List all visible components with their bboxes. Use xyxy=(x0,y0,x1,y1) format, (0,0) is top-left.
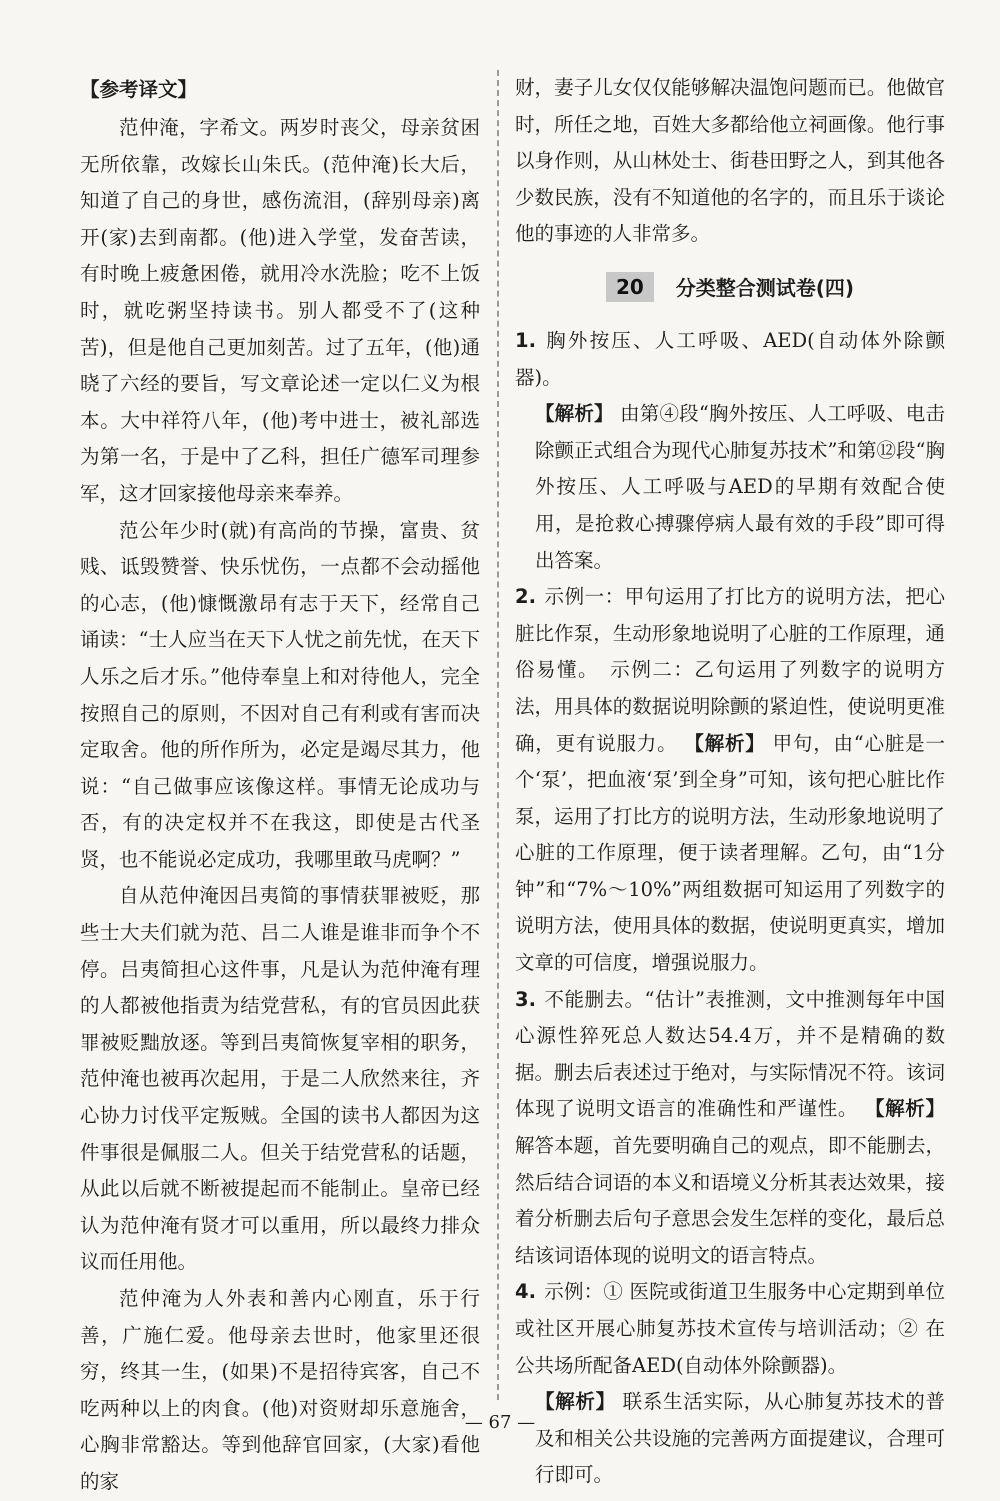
analysis-text: 解答本题，首先要明确自己的观点，即不能删去，然后结合词语的本义和语境义分析其表达效果，接着分析删去后句子意思会发生怎样的变化，最后总结该词语体现的说明文的语言特点。 xyxy=(515,1134,945,1267)
analysis-text: 联系生活实际，从心肺复苏技术的普及和相关公共设施的完善两方面提建议，合理可行即可。 xyxy=(535,1390,945,1487)
answer-number: 1. xyxy=(515,328,536,352)
analysis-text: 甲句，由“心脏是一个‘泵’，把血液‘泵’到全身”可知，该句把心脏比作泵，运用了打比方的说明方法，生动形象地说明了心脏的工作原理，便于读者理解。乙句，由“1分钟”和“7%～10%”两组数据可知运用了列数字的说明方法，使用具体的数据，使说明更真实，增加文章的可信度，增强说服力。 xyxy=(515,731,945,975)
translation-paragraph-4: 范仲淹为人外表和善内心刚直，乐于行善，广施仁爱。他母亲去世时，他家里还很穷，终其一生，(如果)不是招待宾客，自己不吃两种以上的肉食。(他)对资财却乐意施舍，心胸非常豁达。等到他辞官回家，(大家)看他的家 xyxy=(80,1287,480,1493)
page-number: — 67 — xyxy=(464,1412,536,1433)
analysis-tag: 【解析】 xyxy=(684,731,766,755)
answer-text: 胸外按压、人工呼吸、AED(自动体外除颤器)。 xyxy=(515,328,945,389)
reference-translation-heading: 【参考译文】 xyxy=(80,78,198,101)
translation-paragraph-1: 范仲淹，字希文。两岁时丧父，母亲贫困无所依靠，改嫁长山朱氏。(范仲淹)长大后，知道了自己的身世，感伤流泪，(辞别母亲)离开(家)去到南都。(他)进入学堂，发奋苦读，有时晚上疲惫困倦，就用冷水洗脸；吃不上饭时，就吃粥坚持读书。别人都受不了(这种苦)，但是他自己更加刻苦。过了五年，(他)通晓了六经的要旨，写文章论述一定以仁义为根本。大中祥符八年，(他)考中进士，被礼部选为第一名，于是中了乙科，担任广德军司理参军，这才回家接他母亲来奉养。 xyxy=(80,116,480,505)
answer-text: 不能删去。“估计”表推测，文中推测每年中国心源性猝死总人数达54.4万，并不是精确的数据。删去后表述过于绝对，与实际情况不符。该词体现了说明文语言的准确性和严谨性。 xyxy=(515,987,945,1121)
answer-number: 2. xyxy=(515,585,536,609)
translation-paragraph-3: 自从范仲淹因吕夷简的事情获罪被贬，那些士大夫们就为范、吕二人谁是谁非而争个不停。吕夷简担心这件事，凡是认为范仲淹有理的人都被他指责为结党营私，有的官员因此获罪被贬黜放逐。等到吕夷简恢复宰相的职务，范仲淹也被再次起用，于是二人欣然来往，齐心协力讨伐平定叛贼。全国的读书人都因为这件事很是佩服二人。但关于结党营私的话题，从此以后就不断被提起而不能制止。皇帝已经认为范仲淹有贤才可以重用，所以最终力排众议而任用他。 xyxy=(80,884,480,1274)
section-title xyxy=(515,259,945,315)
left-column xyxy=(80,70,480,1501)
column-divider xyxy=(497,70,499,1400)
answer-number: 4. xyxy=(515,1280,536,1304)
section-title-text: 分类整合测试卷(四) xyxy=(675,276,855,301)
answer-item-4 xyxy=(515,1274,945,1494)
analysis-tag: 【解析】 xyxy=(535,402,614,426)
analysis-text: 由第④段“胸外按压、人工呼吸、电击除颤正式组合为现代心肺复苏技术”和第⑫段“胸外按压、人工呼吸与AED的早期有效配合使用，是抢救心搏骤停病人最有效的手段”即可得出答案。 xyxy=(535,402,945,572)
answer-item-1 xyxy=(515,323,945,579)
translation-paragraph-2: 范公年少时(就)有高尚的节操，富贵、贫贱、诋毁赞誉、快乐忧伤，一点都不会动摇他的心志，(他)慷慨激昂有志于天下，经常自己诵读：“士人应当在天下人忧之前先忧，在天下人乐之后才乐。”他侍奉皇上和对待他人，完全按照自己的原则，不因对自己有利或有害而决定取舍。他的所作所为，必定是竭尽其力，他说：“自己做事应该像这样。事情无论成功与否，有的决定权并不在我这，即使是古代圣贤，也不能说必定成功，我哪里敢马虎啊？” xyxy=(80,518,480,871)
answer-text: 示例一：甲句运用了打比方的说明方法，把心脏比作泵，生动形象地说明了心脏的工作原理，通俗易懂。 示例二：乙句运用了列数字的说明方法，用具体的数据说明除颤的紧迫性，使说明更准确，更有说服力。 xyxy=(515,585,945,755)
answer-item-2 xyxy=(515,579,945,982)
section-number-badge: 20 xyxy=(606,272,654,302)
analysis-tag: 【解析】 xyxy=(535,1390,616,1414)
analysis-tag: 【解析】 xyxy=(864,1097,945,1121)
translation-continuation: 财，妻子儿女仅仅能够解决温饱问题而已。他做官时，所任之地，百姓大多都给他立祠画像。他行事以身作则，从山林处士、街巷田野之人，到其他各少数民族，没有不知道他的名字的，而且乐于谈论他的事迹的人非常多。 xyxy=(515,76,945,246)
answer-number: 3. xyxy=(515,987,536,1011)
answer-text: 示例：① 医院或街道卫生服务中心定期到单位或社区开展心肺复苏技术宣传与培训活动；② 在公共场所配备AED(自动体外除颤器)。 xyxy=(515,1280,945,1377)
right-column xyxy=(515,70,945,1494)
answer-item-3 xyxy=(515,982,945,1275)
